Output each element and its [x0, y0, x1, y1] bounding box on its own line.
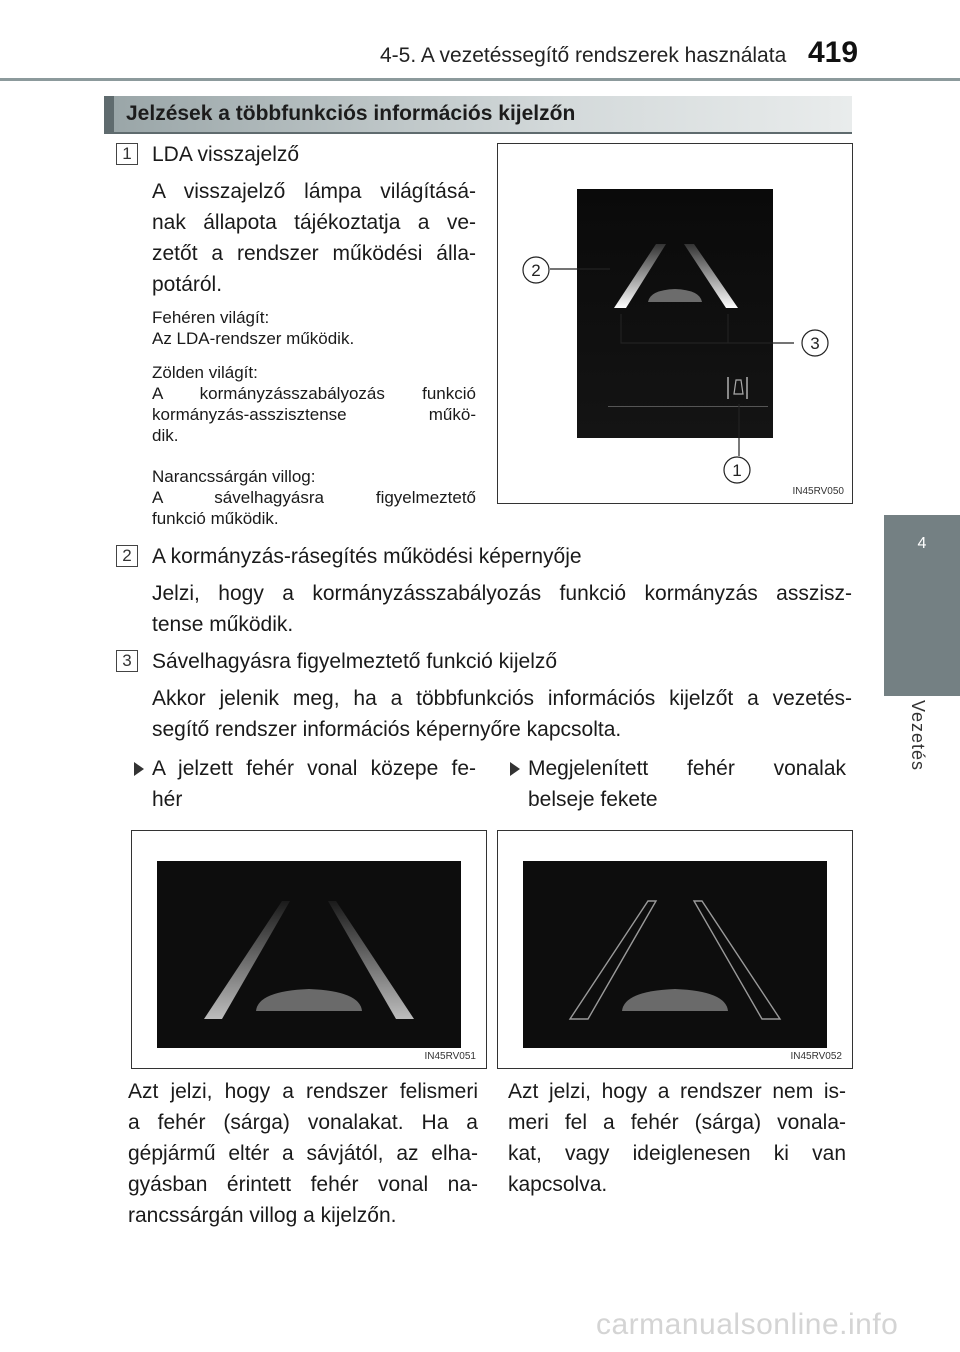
right-desc-line-4: kapcsolva. — [508, 1173, 608, 1196]
bullet-triangle-icon — [510, 762, 520, 776]
item-1-body-line-3: zetőt a rendszer működési álla- — [152, 242, 476, 265]
item-2-title: A kormányzás-rásegítés működési képernyője — [152, 545, 582, 568]
note-green-text-3: dik. — [152, 426, 179, 445]
left-desc-line-3: gépjármű eltér a sávjától, az elha- — [128, 1142, 478, 1165]
screen-panel — [577, 189, 773, 438]
left-bullet-line-1: A jelzett fehér vonal közepe fe- — [152, 757, 476, 780]
note-white-text: Az LDA-rendszer működik. — [152, 329, 355, 348]
figure-unrecognized-illustration — [498, 831, 852, 1068]
bullet-triangle-icon — [134, 762, 144, 776]
watermark: carmanualsonline.info — [596, 1308, 899, 1341]
chapter-tab-label-wrap — [898, 700, 938, 820]
item-3-body-line-1: Akkor jelenik meg, ha a többfunkciós információs kijelzőt a vezetés- — [152, 687, 852, 710]
note-green-text-1: A kormányzásszabályozás funkció — [152, 384, 476, 403]
figure-recognized-illustration — [132, 831, 486, 1068]
right-bullet-line-1: Megjelenített fehér vonalak — [528, 757, 846, 780]
note-white-label: Fehéren világít: — [152, 308, 270, 327]
note-green-label: Zölden világít: — [152, 363, 258, 382]
header-rule — [0, 78, 960, 81]
left-desc-line-5: rancssárgán villog a kijelzőn. — [128, 1204, 397, 1227]
left-desc-line-4: gyásban érintett fehér vonal na- — [128, 1173, 478, 1196]
chapter-tab-number: 4 — [917, 535, 927, 552]
figure-right-code: IN45RV052 — [790, 1051, 842, 1062]
item-2-body-line-1: Jelzi, hogy a kormányzásszabályozás funkció kormányzás asszisz- — [152, 582, 852, 605]
screen-panel — [157, 861, 461, 1048]
item-3-title: Sávelhagyásra figyelmeztető funkció kijelző — [152, 650, 558, 673]
item-2-body-line-2: tense működik. — [152, 613, 294, 636]
note-green-text-2: kormányzás-asszisztense műkö- — [152, 405, 476, 424]
item-1-body-line-4: potáról. — [152, 273, 223, 296]
callout-label-1: 1 — [732, 461, 742, 480]
right-desc-line-2: meri fel a fehér (sárga) vonala- — [508, 1111, 846, 1134]
page-number: 419 — [808, 36, 859, 69]
right-bullet-line-2: belseje fekete — [528, 788, 658, 811]
chapter-title: 4-5. A vezetéssegítő rendszerek használata — [380, 44, 787, 67]
figure-main-display — [497, 143, 853, 504]
item-number-3: 3 — [116, 650, 138, 672]
left-bullet-line-2: hér — [152, 788, 183, 811]
left-desc-line-2: a fehér (sárga) vonalakat. Ha a — [128, 1111, 478, 1134]
callout-label-3: 3 — [810, 334, 820, 353]
figure-recognized-lines — [131, 830, 487, 1069]
note-orange-text-1: A sávelhagyásra figyelmeztető — [152, 488, 476, 507]
section-title: Jelzések a többfunkciós információs kijelzőn — [126, 102, 576, 125]
figure-unrecognized-lines — [497, 830, 853, 1069]
item-number-1: 1 — [116, 143, 138, 165]
figure-main-code: IN45RV050 — [792, 486, 844, 497]
item-1-title: LDA visszajelző — [152, 143, 300, 166]
item-1-body-line-2: nak állapota tájékoztatja a ve- — [152, 211, 476, 234]
item-1-body-line-1: A visszajelző lámpa világításá- — [152, 180, 476, 203]
right-desc-line-3: kat, vagy ideiglenesen ki van — [508, 1142, 846, 1165]
figure-main-illustration — [498, 144, 852, 503]
note-orange-label: Narancssárgán villog: — [152, 467, 316, 486]
section-rule — [104, 132, 852, 134]
screen-panel — [523, 861, 827, 1048]
left-desc-line-1: Azt jelzi, hogy a rendszer felismeri — [128, 1080, 478, 1103]
note-orange-text-2: funkció működik. — [152, 509, 279, 528]
item-number-2: 2 — [116, 545, 138, 567]
screen-divider — [608, 406, 768, 407]
section-heading — [104, 96, 852, 132]
right-desc-line-1: Azt jelzi, hogy a rendszer nem is- — [508, 1080, 846, 1103]
callout-label-2: 2 — [531, 261, 541, 280]
item-3-body-line-2: segítő rendszer információs képernyőre kapcsolta. — [152, 718, 622, 741]
figure-left-code: IN45RV051 — [424, 1051, 476, 1062]
chapter-tab-label: Vezetés — [908, 700, 928, 772]
chapter-tab — [884, 515, 960, 696]
